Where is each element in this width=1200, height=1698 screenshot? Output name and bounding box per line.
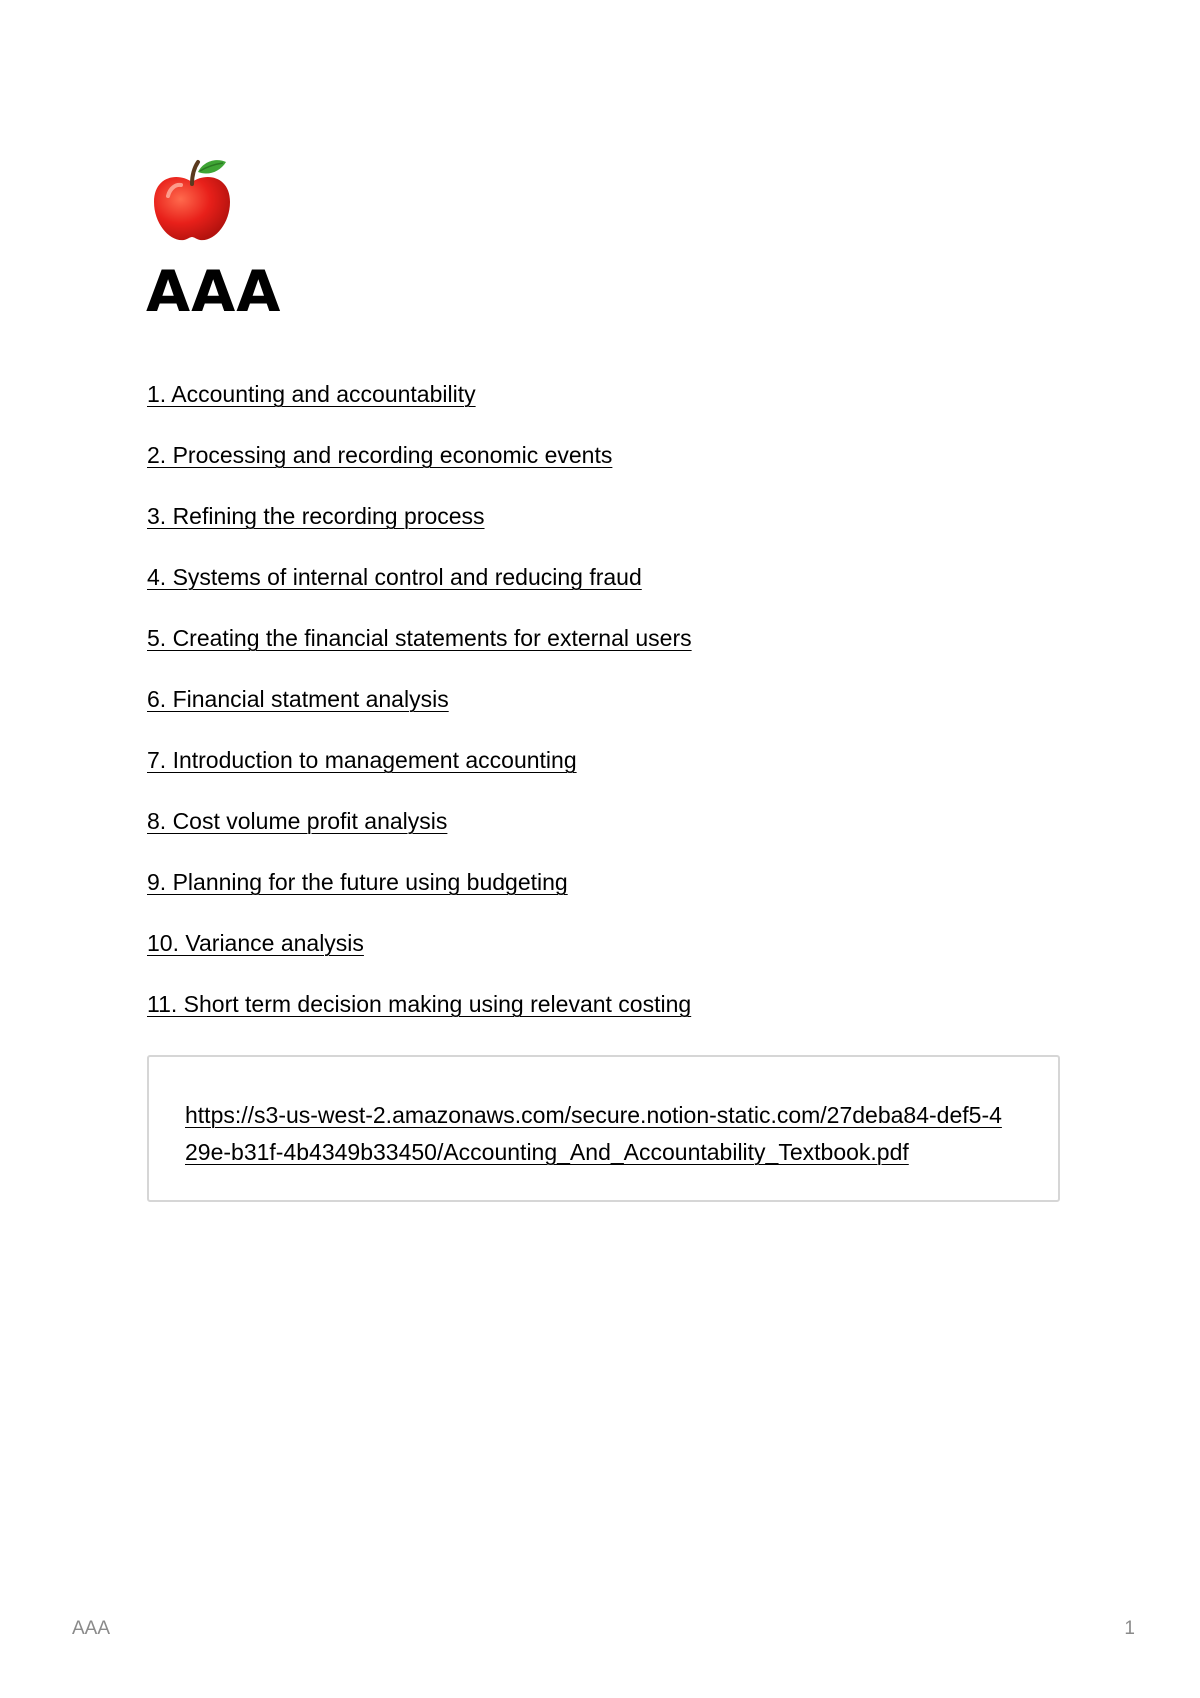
toc-link[interactable]: 5. Creating the financial statements for external users — [147, 625, 692, 651]
toc-item — [147, 805, 692, 866]
toc-item — [147, 561, 692, 622]
page-title: AAA — [146, 259, 282, 325]
toc-link[interactable]: 11. Short term decision making using relevant costing — [147, 991, 692, 1017]
table-of-contents — [147, 378, 692, 1049]
attachment-link[interactable]: https://s3-us-west-2.amazonaws.com/secure.notion-static.com/27deba84-def5-429e-b31f-4b4349b33450/Accounting_And_Accountability_Textbook.pdf — [185, 1102, 1002, 1165]
footer-page-number: 1 — [1124, 1618, 1135, 1639]
toc-link[interactable]: 10. Variance analysis — [147, 930, 364, 956]
toc-link[interactable]: 9. Planning for the future using budgeting — [147, 869, 568, 895]
toc-item — [147, 500, 692, 561]
toc-link[interactable]: 7. Introduction to management accounting — [147, 747, 577, 773]
toc-link[interactable]: 8. Cost volume profit analysis — [147, 808, 448, 834]
toc-link[interactable]: 1. Accounting and accountability — [147, 381, 476, 407]
toc-item — [147, 866, 692, 927]
toc-item — [147, 988, 692, 1049]
toc-item — [147, 927, 692, 988]
toc-link[interactable]: 2. Processing and recording economic events — [147, 442, 613, 468]
footer-title: AAA — [72, 1618, 111, 1639]
toc-link[interactable]: 3. Refining the recording process — [147, 503, 485, 529]
attachment-box — [147, 1055, 1060, 1202]
toc-link[interactable]: 6. Financial statment analysis — [147, 686, 449, 712]
toc-item — [147, 744, 692, 805]
toc-link[interactable]: 4. Systems of internal control and reducing fraud — [147, 564, 642, 590]
toc-item — [147, 439, 692, 500]
toc-item — [147, 683, 692, 744]
apple-icon — [148, 156, 236, 244]
toc-item — [147, 378, 692, 439]
toc-item — [147, 622, 692, 683]
